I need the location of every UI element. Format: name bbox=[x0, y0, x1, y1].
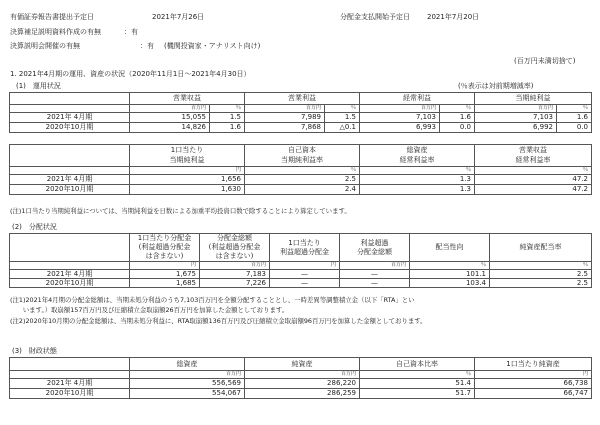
period-label: 2020年10月期 bbox=[10, 185, 130, 195]
financial-position-table bbox=[9, 357, 592, 399]
header-op-income: 営業利益 bbox=[245, 93, 360, 105]
header-ord-income: 経常利益 bbox=[360, 93, 475, 105]
table-row bbox=[10, 123, 592, 133]
distribution-note-2: (注2)2020年10月期の分配金総額は、当期未処分利益に、RTA取崩額136百万円及び圧縮積立金取崩額96百万円を加算した金額としております。 bbox=[10, 317, 427, 325]
header-total-assets: 総資産 bbox=[130, 358, 245, 371]
report-date: 2021年7月26日 bbox=[152, 13, 205, 21]
value-cell: 556,569 bbox=[130, 379, 245, 389]
value-cell: 51.4 bbox=[360, 379, 475, 389]
value-cell: 2.5 bbox=[245, 175, 360, 185]
value-cell: 101.1 bbox=[410, 270, 490, 279]
value-cell: 286,259 bbox=[245, 389, 360, 399]
value-cell: 1,656 bbox=[130, 175, 245, 185]
value-cell: 1.3 bbox=[360, 185, 475, 195]
value-cell: 1.6 bbox=[210, 123, 245, 133]
period-label: 2021年 4月期 bbox=[10, 113, 130, 123]
value-cell: — bbox=[270, 279, 340, 288]
period-label: 2020年10月期 bbox=[10, 389, 130, 399]
header-dist-total: 分配金総額 (利益超過分配金 は含まない) bbox=[200, 234, 270, 262]
table-row bbox=[10, 379, 592, 389]
value-cell: 1.3 bbox=[360, 175, 475, 185]
table-row bbox=[10, 279, 592, 288]
unit-label-cell bbox=[10, 105, 130, 113]
value-cell: 1.5 bbox=[325, 113, 360, 123]
value-cell: 2.5 bbox=[490, 279, 592, 288]
corner-cell bbox=[10, 358, 130, 371]
value-cell: 286,220 bbox=[245, 379, 360, 389]
table-row bbox=[10, 175, 592, 185]
unit-cell: 円 bbox=[475, 371, 592, 379]
value-cell: 66,747 bbox=[475, 389, 592, 399]
unit-cell: ％ bbox=[475, 167, 592, 175]
header-margin: 営業収益 経常利益率 bbox=[475, 145, 592, 167]
value-cell: 0.0 bbox=[440, 123, 475, 133]
dist-date-label: 分配金支払開始予定日 bbox=[340, 13, 410, 21]
meeting-note: (機関投資家・アナリスト向け) bbox=[164, 42, 261, 50]
header-roa: 総資産 経常利益率 bbox=[360, 145, 475, 167]
value-cell: 7,226 bbox=[200, 279, 270, 288]
header-payout: 配当性向 bbox=[410, 234, 490, 262]
header-op-revenue: 営業収益 bbox=[130, 93, 245, 105]
distribution-note-1-cont: います。）取崩額157百万円及び圧縮積立金取崩額26百万円を加算した金額としております。 bbox=[10, 306, 289, 314]
table-row bbox=[10, 389, 592, 399]
unit-cell: 円 bbox=[270, 262, 340, 270]
header-roe: 自己資本 当期純利益率 bbox=[245, 145, 360, 167]
corner-cell bbox=[10, 93, 130, 105]
unit-cell: ％ bbox=[440, 105, 475, 113]
operating-results-table bbox=[9, 92, 592, 133]
value-cell: 1.6 bbox=[557, 113, 592, 123]
unit-cell: ％ bbox=[490, 262, 592, 270]
header-net-assets: 純資産 bbox=[245, 358, 360, 371]
period-label: 2020年10月期 bbox=[10, 123, 130, 133]
header-excess-dps: 1口当たり 利益超過分配金 bbox=[270, 234, 340, 262]
unit-cell: 百万円 bbox=[475, 105, 557, 113]
corner-cell bbox=[10, 145, 130, 167]
unit-cell: 百万円 bbox=[200, 262, 270, 270]
value-cell: 47.2 bbox=[475, 175, 592, 185]
dist-date: 2021年7月20日 bbox=[427, 13, 480, 21]
ratios-table bbox=[9, 144, 592, 195]
unit-cell: ％ bbox=[360, 371, 475, 379]
report-date-label: 有価証券報告書提出予定日 bbox=[10, 13, 94, 21]
table-row bbox=[10, 270, 592, 279]
table-row bbox=[10, 113, 592, 123]
pct-note: (％表示は対前期増減率) bbox=[458, 82, 534, 90]
unit-cell: ％ bbox=[360, 167, 475, 175]
value-cell: 1,685 bbox=[130, 279, 200, 288]
unit-label-cell bbox=[10, 262, 130, 270]
unit-label-cell bbox=[10, 371, 130, 379]
value-cell: 0.0 bbox=[557, 123, 592, 133]
header-excess-total: 利益超過 分配金総額 bbox=[340, 234, 410, 262]
value-cell: 1.5 bbox=[210, 113, 245, 123]
eps-note: (注)1口当たり当期純利益については、当期純利益を日数による加重平均投資口数で除することにより算定しています。 bbox=[10, 207, 351, 215]
unit-cell: 百万円 bbox=[130, 371, 245, 379]
unit-cell: 百万円 bbox=[360, 105, 440, 113]
value-cell: 2.5 bbox=[490, 270, 592, 279]
value-cell: — bbox=[340, 270, 410, 279]
header-equity-ratio: 自己資本比率 bbox=[360, 358, 475, 371]
unit-cell: 百万円 bbox=[245, 105, 325, 113]
header-eps: 1口当たり 当期純利益 bbox=[130, 145, 245, 167]
meeting-value: ：有 bbox=[140, 42, 154, 50]
period-label: 2021年 4月期 bbox=[10, 175, 130, 185]
value-cell: 7,868 bbox=[245, 123, 325, 133]
header-net-income: 当期純利益 bbox=[475, 93, 592, 105]
section1-sub: (1) 運用状況 bbox=[16, 82, 61, 90]
value-cell: 7,103 bbox=[475, 113, 557, 123]
distribution-table bbox=[9, 233, 592, 288]
unit-cell: 百万円 bbox=[245, 371, 360, 379]
meeting-label: 決算説明会開催の有無 bbox=[10, 42, 80, 50]
header-nav-per-unit: 1口当たり純資産 bbox=[475, 358, 592, 371]
value-cell: — bbox=[340, 279, 410, 288]
unit-cell: 円 bbox=[130, 262, 200, 270]
unit-cell: ％ bbox=[410, 262, 490, 270]
header-nav-yield: 純資産配当率 bbox=[490, 234, 592, 262]
value-cell: 1,630 bbox=[130, 185, 245, 195]
unit-label-cell bbox=[10, 167, 130, 175]
unit-cell: 百万円 bbox=[130, 105, 210, 113]
value-cell: 1.6 bbox=[440, 113, 475, 123]
supp-value: ：有 bbox=[124, 28, 138, 36]
value-cell: 66,738 bbox=[475, 379, 592, 389]
section3-title: (3) 財政状態 bbox=[12, 347, 57, 355]
value-cell: 554,067 bbox=[130, 389, 245, 399]
value-cell: 7,103 bbox=[360, 113, 440, 123]
value-cell: 6,993 bbox=[360, 123, 440, 133]
unit-cell: ％ bbox=[245, 167, 360, 175]
unit-cell: 百万円 bbox=[340, 262, 410, 270]
value-cell: — bbox=[270, 270, 340, 279]
period-label: 2020年10月期 bbox=[10, 279, 130, 288]
section2-title: (2) 分配状況 bbox=[12, 223, 57, 231]
supp-label: 決算補足説明資料作成の有無 bbox=[10, 28, 101, 36]
value-cell: 47.2 bbox=[475, 185, 592, 195]
distribution-note-1: (注1)2021年4月期の分配金総額は、当期未処分利益のうち7,103百万円を全額分配することとし、一時差異等調整積立金（以下「RTA」とい bbox=[10, 296, 415, 304]
value-cell: 7,989 bbox=[245, 113, 325, 123]
value-cell: 14,826 bbox=[130, 123, 210, 133]
period-label: 2021年 4月期 bbox=[10, 379, 130, 389]
period-label: 2021年 4月期 bbox=[10, 270, 130, 279]
unit-cell: 円 bbox=[130, 167, 245, 175]
value-cell: 15,055 bbox=[130, 113, 210, 123]
value-cell: △0.1 bbox=[325, 123, 360, 133]
unit-cell: ％ bbox=[210, 105, 245, 113]
value-cell: 7,183 bbox=[200, 270, 270, 279]
value-cell: 103.4 bbox=[410, 279, 490, 288]
unit-cell: ％ bbox=[557, 105, 592, 113]
value-cell: 1,675 bbox=[130, 270, 200, 279]
value-cell: 6,992 bbox=[475, 123, 557, 133]
unit-note: (百万円未満切捨て) bbox=[514, 57, 576, 65]
header-dps: 1口当たり分配金 (利益超過分配金 は含まない) bbox=[130, 234, 200, 262]
value-cell: 51.7 bbox=[360, 389, 475, 399]
value-cell: 2.4 bbox=[245, 185, 360, 195]
table-row bbox=[10, 185, 592, 195]
unit-cell: ％ bbox=[325, 105, 360, 113]
corner-cell bbox=[10, 234, 130, 262]
section1-title: 1. 2021年4月期の運用、資産の状況（2020年11月1日〜2021年4月30日） bbox=[10, 70, 251, 78]
